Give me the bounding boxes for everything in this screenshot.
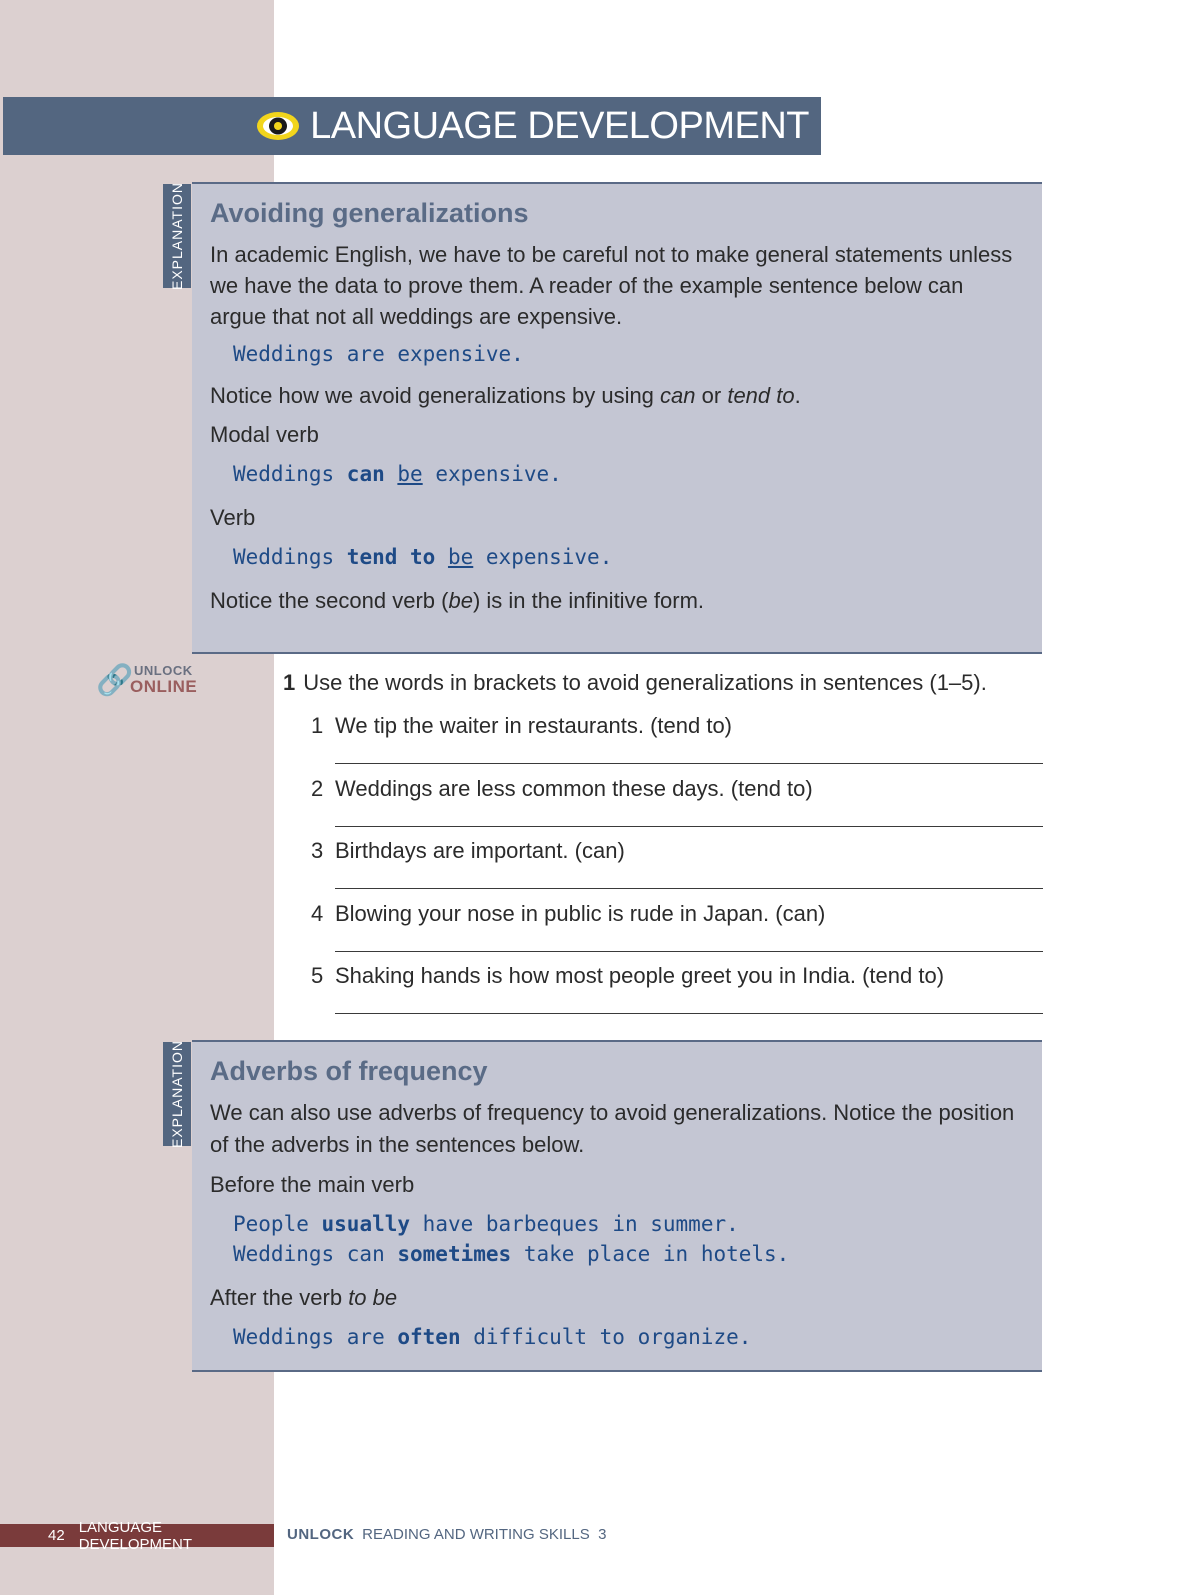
- explanation-tab: [163, 184, 191, 288]
- series-title: READING AND WRITING SKILLS: [362, 1526, 590, 1543]
- exercise-item: [311, 963, 1043, 1026]
- explanation-box-adverbs: [192, 1040, 1042, 1372]
- explanation-tab: [163, 1042, 191, 1146]
- box-title: Adverbs of frequency: [210, 1056, 488, 1086]
- brand-logo: UNLOCK: [287, 1526, 355, 1543]
- example-modal: Weddings can be expensive.: [233, 462, 562, 486]
- notice-text: Notice how we avoid generalizations by using can or tend to.: [210, 383, 801, 408]
- example-sentence: Weddings are expensive.: [233, 342, 524, 366]
- exercise-1: [283, 668, 1043, 698]
- footer-right: [287, 1526, 606, 1543]
- item-number: 4: [311, 901, 324, 926]
- item-number: 1: [311, 713, 324, 738]
- item-text: We tip the waiter in restaurants. (tend to): [335, 713, 732, 738]
- section-header: [3, 97, 821, 155]
- exercise-item: [311, 901, 1043, 964]
- verb-label: Verb: [210, 505, 256, 530]
- explanation-tab-label: EXPLANATION: [169, 182, 185, 290]
- item-text: Blowing your nose in public is rude in Japan. (can): [335, 901, 826, 926]
- answer-line[interactable]: [335, 1013, 1043, 1014]
- level: 3: [598, 1526, 607, 1543]
- explanation-box-generalizations: [192, 182, 1042, 654]
- intro-text: We can also use adverbs of frequency to avoid generalizations. Notice the position of the adverbs in the sentences below.: [210, 1100, 1015, 1157]
- box-title: Avoiding generalizations: [210, 198, 529, 228]
- page-number: 42: [48, 1527, 65, 1544]
- example-often: Weddings are often difficult to organize.: [233, 1325, 752, 1349]
- footer-left: [0, 1518, 274, 1553]
- item-text: Shaking hands is how most people greet you in India. (tend to): [335, 963, 945, 988]
- item-number: 5: [311, 963, 324, 988]
- page-title: LANGUAGE DEVELOPMENT: [310, 104, 809, 147]
- item-number: 2: [311, 776, 324, 801]
- before-label: Before the main verb: [210, 1172, 415, 1197]
- answer-line[interactable]: [335, 826, 1043, 827]
- example-verb: Weddings tend to be expensive.: [233, 545, 613, 569]
- exercise-item: [311, 838, 1043, 901]
- eye-icon: [256, 111, 300, 141]
- item-text: Weddings are less common these days. (tend to): [335, 776, 813, 801]
- unlock-online-badge[interactable]: 🔗 UNLOCK ONLINE: [96, 663, 198, 697]
- exercise-item: [311, 713, 1043, 776]
- item-number: 3: [311, 838, 324, 863]
- example-usually: People usually have barbeques in summer.: [233, 1212, 739, 1236]
- answer-line[interactable]: [335, 763, 1043, 764]
- exercise-instruction: 1 Use the words in brackets to avoid generalizations in sentences (1–5).: [283, 670, 987, 695]
- modal-verb-label: Modal verb: [210, 422, 319, 447]
- example-sometimes: Weddings can sometimes take place in hotels.: [233, 1242, 790, 1266]
- answer-line[interactable]: [335, 951, 1043, 952]
- item-text: Birthdays are important. (can): [335, 838, 625, 863]
- explanation-tab-label: EXPLANATION: [169, 1040, 185, 1148]
- after-label: After the verb to be: [210, 1285, 398, 1310]
- answer-line[interactable]: [335, 888, 1043, 889]
- footer-section: LANGUAGE DEVELOPMENT: [78, 1518, 193, 1553]
- link-icon: 🔗: [96, 664, 134, 697]
- intro-text: In academic English, we have to be careful not to make general statements unless we have the data to prove them. A reader of the example sentence below can argue that not all weddings are expensive.: [210, 242, 1013, 329]
- infinitive-note: Notice the second verb (be) is in the infinitive form.: [210, 588, 705, 613]
- exercise-item: [311, 776, 1043, 839]
